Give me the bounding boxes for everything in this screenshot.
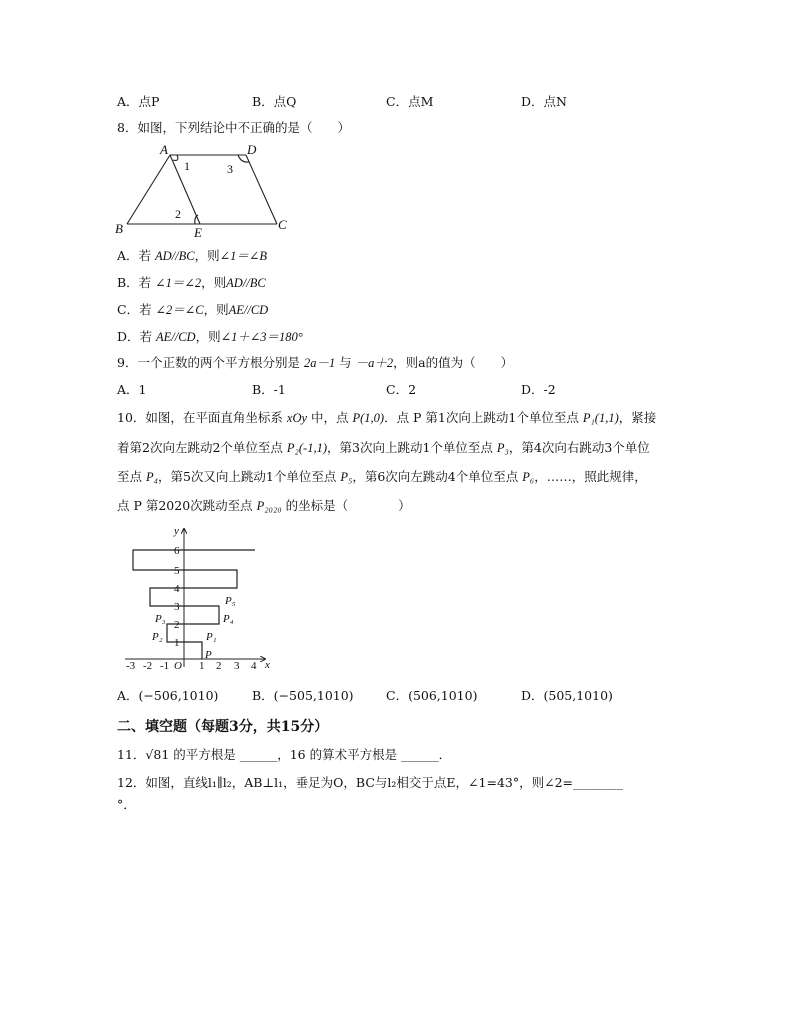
q12-line-1: 12．如图，直线l₁∥l₂，AB⊥l₁，垂足为O，BC与l₂相交于点E，∠1=43°，则∠2=________ (117, 775, 623, 790)
q7-option-b: B．点Q (252, 94, 297, 109)
q8-a-conclusion: ∠1＝∠B (219, 249, 267, 263)
x-tick-1: 1 (199, 660, 205, 670)
point-p4-label: P₄ (223, 613, 234, 625)
q10-line-3: 至点 P₄，第5次又向上跳动1个单位至点 P₅，第6次向左跳动4个单位至点 P₆，……，照此规律， (117, 469, 647, 484)
label-e: E (194, 225, 202, 240)
point-p1-label: P₁ (206, 631, 217, 643)
q8-d-condition: AE//CD (156, 330, 196, 344)
q9-stem: 9．一个正数的两个平方根分别是 2a－1 与 －a＋2，则a的值为（ ） (117, 355, 514, 370)
x-tick-2: 2 (216, 660, 222, 670)
point-p-label: P (205, 649, 212, 661)
section-2-heading: 二、填空题（每题3分，共15分） (117, 719, 329, 735)
q10-line-1: 10．如图，在平面直角坐标系 xOy 中，点 P(1,0)．点 P 第1次向上跳动1个单位至点 P₁(1,1)，紧接 (117, 410, 657, 425)
q8-b-conclusion: AD//BC (226, 276, 266, 290)
q8-a-condition: AD//BC (155, 249, 195, 263)
q8-b-condition: ∠1＝∠2 (155, 276, 202, 290)
segment-dc (246, 155, 277, 224)
q8-option-c: C．若 ∠2＝∠C，则AE//CD (117, 302, 269, 317)
y-tick-4: 4 (174, 583, 180, 595)
segment-ab (127, 155, 170, 224)
q8-trapezoid-figure (110, 140, 300, 242)
q7-option-a: A．点P (117, 94, 160, 109)
y-axis-label: y (174, 525, 179, 537)
q12-line-2: °． (117, 797, 136, 812)
y-tick-5: 5 (174, 565, 180, 577)
x-tick-n1: -1 (160, 660, 170, 670)
x-tick-3: 3 (234, 660, 240, 670)
q8-stem: 8．如图，下列结论中不正确的是（ ） (117, 120, 350, 135)
x-tick-4: 4 (251, 660, 257, 670)
point-p5-label: P₅ (225, 595, 236, 607)
q10-coordinate-figure (115, 524, 275, 670)
label-angle-3: 3 (227, 162, 233, 176)
q10-option-a: A．(−506,1010) (117, 688, 219, 703)
q9-option-c: C．2 (386, 382, 417, 397)
q7-option-d: D．点N (521, 94, 567, 109)
label-angle-1: 1 (184, 159, 190, 173)
y-tick-6: 6 (174, 545, 180, 557)
q10-option-d: D．(505,1010) (521, 688, 613, 703)
q10-line-4: 点 P 第2020次跳动至点 P₂₀₂₀ 的坐标是（ ） (117, 498, 411, 513)
q8-option-a: A．若 AD//BC，则∠1＝∠B (117, 248, 267, 263)
y-tick-3: 3 (174, 601, 180, 613)
q8-d-conclusion: ∠1＋∠3＝180° (220, 330, 303, 344)
x-axis-label: x (265, 659, 270, 670)
point-p2-label: P₂ (152, 631, 163, 643)
q10-option-b: B．(−505,1010) (252, 688, 354, 703)
q11-stem: 11．√81 的平方根是 ______，16 的算术平方根是 ______． (117, 747, 452, 762)
label-c: C (278, 217, 287, 232)
q10-line-2: 着第2次向左跳动2个单位至点 P₂(-1,1)，第3次向上跳动1个单位至点 P₃，第4次向右跳动3个单位 (117, 440, 650, 455)
q9-option-d: D．-2 (521, 382, 556, 397)
point-p3-label: P₃ (155, 613, 166, 625)
q7-option-c: C．点M (386, 94, 434, 109)
x-tick-n3: -3 (126, 660, 136, 670)
label-b: B (115, 221, 123, 236)
label-a: A (160, 142, 168, 157)
sqrt-81: √81 (145, 747, 170, 762)
y-tick-2: 2 (174, 619, 180, 631)
q8-option-b: B．若 ∠1＝∠2，则AD//BC (117, 275, 266, 290)
x-tick-n2: -2 (143, 660, 153, 670)
origin-label: O (174, 660, 182, 670)
q9-option-a: A．1 (117, 382, 147, 397)
q8-c-condition: ∠2＝∠C (155, 303, 204, 317)
label-angle-2: 2 (175, 207, 181, 221)
q9-option-b: B．-1 (252, 382, 286, 397)
q8-option-d: D．若 AE//CD，则∠1＋∠3＝180° (117, 329, 303, 344)
q8-c-conclusion: AE//CD (228, 303, 269, 317)
q10-option-c: C．(506,1010) (386, 688, 478, 703)
y-tick-1: 1 (174, 637, 180, 649)
label-d: D (247, 142, 257, 157)
angle-1-arc (173, 155, 178, 160)
